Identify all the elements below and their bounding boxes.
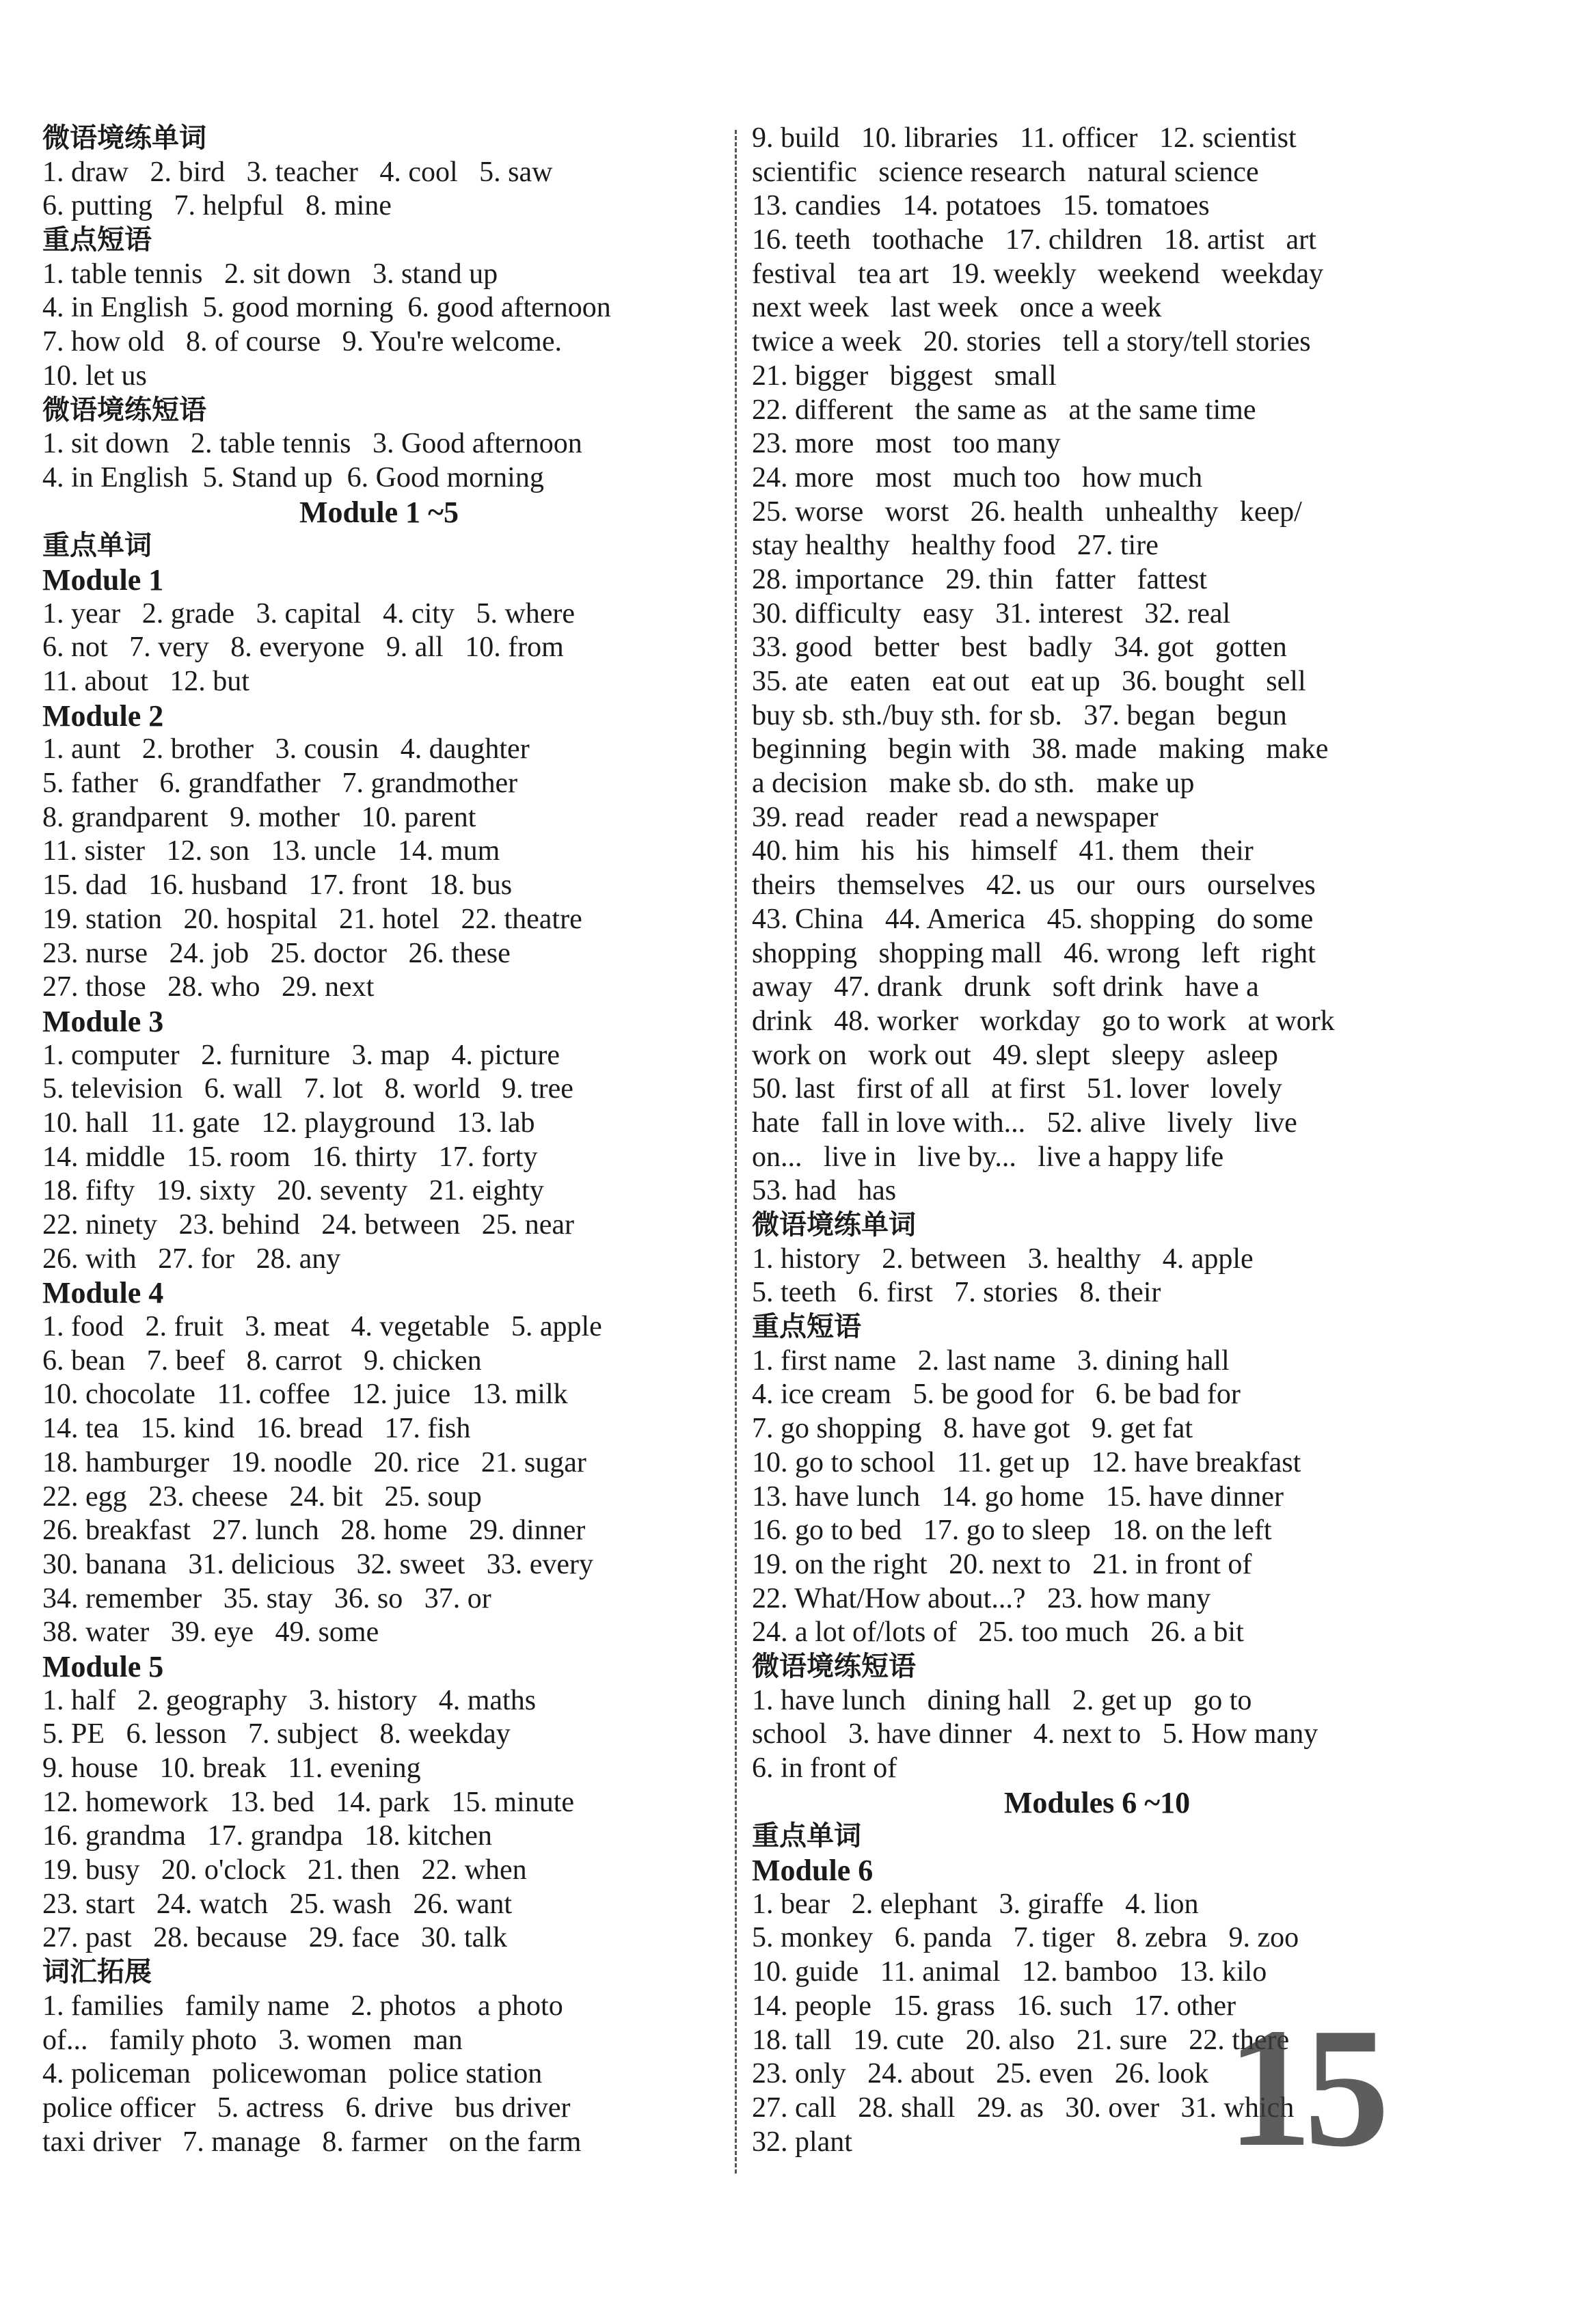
answer-line: 6. not 7. very 8. everyone 9. all 10. from xyxy=(42,632,564,664)
answer-line: 1. history 2. between 3. healthy 4. apple xyxy=(752,1243,1254,1275)
answer-line: 4. in English 5. Stand up 6. Good morning xyxy=(42,461,544,493)
module-heading: Module 2 xyxy=(42,699,164,733)
left-column xyxy=(42,122,716,2159)
module-heading: Module 4 xyxy=(42,1276,164,1310)
answer-line: 1. sit down 2. table tennis 3. Good afternoon xyxy=(42,428,582,460)
answer-line: 23. more most too many xyxy=(752,428,1061,460)
answer-line: festival tea art 19. weekly weekend weekday xyxy=(752,258,1324,290)
answer-line: 22. different the same as at the same time xyxy=(752,394,1256,426)
answer-line: 16. go to bed 17. go to sleep 18. on the left xyxy=(752,1515,1272,1547)
answer-line: 1. table tennis 2. sit down 3. stand up xyxy=(42,258,498,290)
answer-line: 23. start 24. watch 25. wash 26. want xyxy=(42,1888,513,1920)
answer-line: police officer 5. actress 6. drive bus driver xyxy=(42,2091,571,2124)
answer-line: 1. food 2. fruit 3. meat 4. vegetable 5. apple xyxy=(42,1311,602,1343)
answer-line: 5. television 6. wall 7. lot 8. world 9. tree xyxy=(42,1073,573,1105)
module-heading: Module 5 xyxy=(42,1649,164,1683)
answer-line: 1. bear 2. elephant 3. giraffe 4. lion xyxy=(752,1888,1199,1920)
answer-line: 38. water 39. eye 49. some xyxy=(42,1616,379,1649)
answer-line: a decision make sb. do sth. make up xyxy=(752,768,1195,800)
answer-line: 50. last first of all at first 51. lover lovely xyxy=(752,1073,1282,1105)
answer-line: 9. build 10. libraries 11. officer 12. scientist xyxy=(752,122,1297,154)
answer-line: 24. a lot of/lots of 25. too much 26. a bit xyxy=(752,1616,1244,1649)
answer-line: stay healthy healthy food 27. tire xyxy=(752,530,1159,562)
answer-line: 18. tall 19. cute 20. also 21. sure 22. there xyxy=(752,2024,1290,2056)
answer-line: next week last week once a week xyxy=(752,292,1162,324)
answer-line: 34. remember 35. stay 36. so 37. or xyxy=(42,1582,491,1614)
answer-line: 5. PE 6. lesson 7. subject 8. weekday xyxy=(42,1718,511,1750)
column-divider xyxy=(735,130,737,2174)
section-heading: 微语境练单词 xyxy=(752,1209,916,1241)
answer-line: 32. plant xyxy=(752,2126,852,2158)
section-heading: 微语境练短语 xyxy=(42,394,206,426)
module-heading: Module 3 xyxy=(42,1004,164,1038)
answer-line: 10. hall 11. gate 12. playground 13. lab xyxy=(42,1107,535,1139)
answer-line: 22. egg 23. cheese 24. bit 25. soup xyxy=(42,1480,482,1513)
answer-line: 16. grandma 17. grandpa 18. kitchen xyxy=(42,1820,492,1852)
answer-line: 39. read reader read a newspaper xyxy=(752,801,1159,833)
answer-line: 14. middle 15. room 16. thirty 17. forty xyxy=(42,1141,538,1173)
answer-line: 26. with 27. for 28. any xyxy=(42,1243,341,1275)
answer-line: on... live in live by... live a happy life xyxy=(752,1141,1224,1173)
answer-line: 5. father 6. grandfather 7. grandmother xyxy=(42,768,518,800)
answer-line: twice a week 20. stories tell a story/tell stories xyxy=(752,326,1311,358)
section-heading: 词汇拓展 xyxy=(42,1956,152,1988)
answer-line: 22. What/How about...? 23. how many xyxy=(752,1582,1211,1614)
answer-line: 19. on the right 20. next to 21. in front of xyxy=(752,1548,1252,1580)
answer-line: 27. call 28. shall 29. as 30. over 31. which xyxy=(752,2091,1295,2124)
answer-line: 16. teeth toothache 17. children 18. artist art xyxy=(752,224,1316,256)
answer-line: 6. putting 7. helpful 8. mine xyxy=(42,190,392,222)
module-heading: Module 6 xyxy=(752,1854,874,1888)
answer-line: 30. difficulty easy 31. interest 32. real xyxy=(752,597,1231,629)
answer-line: 4. ice cream 5. be good for 6. be bad for xyxy=(752,1379,1241,1411)
answer-line: 4. policeman policewoman police station xyxy=(42,2058,543,2090)
answer-line: 1. draw 2. bird 3. teacher 4. cool 5. saw xyxy=(42,156,553,188)
answer-line: 7. how old 8. of course 9. You're welcome. xyxy=(42,326,562,358)
answer-line: 4. in English 5. good morning 6. good afternoon xyxy=(42,292,611,324)
answer-line: 15. dad 16. husband 17. front 18. bus xyxy=(42,869,513,902)
answer-line: 28. importance 29. thin fatter fattest xyxy=(752,563,1207,595)
page-number: 15 xyxy=(1227,1993,1381,2182)
section-heading: 重点短语 xyxy=(752,1311,861,1343)
section-heading: 重点单词 xyxy=(42,530,152,562)
answer-line: scientific science research natural science xyxy=(752,156,1259,188)
answer-line: 5. monkey 6. panda 7. tiger 8. zebra 9. zoo xyxy=(752,1922,1299,1954)
answer-line: 23. nurse 24. job 25. doctor 26. these xyxy=(42,937,511,969)
answer-line: 6. in front of xyxy=(752,1752,897,1784)
module-range-heading: Module 1 ~5 xyxy=(299,495,459,529)
answer-line: 19. busy 20. o'clock 21. then 22. when xyxy=(42,1854,527,1886)
answer-line: 1. aunt 2. brother 3. cousin 4. daughter xyxy=(42,733,530,766)
answer-line: away 47. drank drunk soft drink have a xyxy=(752,971,1259,1003)
answer-line: beginning begin with 38. made making make xyxy=(752,733,1329,766)
answer-line: 10. go to school 11. get up 12. have breakfast xyxy=(752,1446,1301,1478)
answer-line: taxi driver 7. manage 8. farmer on the farm xyxy=(42,2126,582,2158)
answer-line: 27. past 28. because 29. face 30. talk xyxy=(42,1922,507,1954)
answer-line: 1. year 2. grade 3. capital 4. city 5. where xyxy=(42,597,576,629)
answer-line: 21. bigger biggest small xyxy=(752,360,1057,392)
answer-line: 12. homework 13. bed 14. park 15. minute xyxy=(42,1786,575,1818)
answer-line: 8. grandparent 9. mother 10. parent xyxy=(42,801,476,833)
answer-line: theirs themselves 42. us our ours ourselves xyxy=(752,869,1316,902)
answer-line: 1. have lunch dining hall 2. get up go to xyxy=(752,1684,1252,1716)
answer-line: 1. first name 2. last name 3. dining hall xyxy=(752,1344,1230,1377)
answer-line: 13. candies 14. potatoes 15. tomatoes xyxy=(752,190,1210,222)
answer-line: 13. have lunch 14. go home 15. have dinner xyxy=(752,1480,1284,1513)
answer-line: 10. let us xyxy=(42,360,147,392)
section-heading: 微语境练短语 xyxy=(752,1650,916,1682)
section-heading: 微语境练单词 xyxy=(42,122,206,154)
module-heading: Module 1 xyxy=(42,563,164,597)
answer-line: 11. sister 12. son 13. uncle 14. mum xyxy=(42,835,500,867)
module-range-heading: Modules 6 ~10 xyxy=(1003,1785,1191,1819)
answer-line: 35. ate eaten eat out eat up 36. bought sell xyxy=(752,666,1306,697)
answer-line: 22. ninety 23. behind 24. between 25. near xyxy=(42,1209,574,1241)
answer-line: 40. him his his himself 41. them their xyxy=(752,835,1254,867)
answer-line: 19. station 20. hospital 21. hotel 22. theatre xyxy=(42,903,582,935)
right-column xyxy=(752,122,1442,2159)
answer-line: 18. fifty 19. sixty 20. seventy 21. eighty xyxy=(42,1175,544,1207)
answer-line: 23. only 24. about 25. even 26. look xyxy=(752,2058,1209,2090)
answer-line: 24. more most much too how much xyxy=(752,461,1203,493)
section-heading: 重点短语 xyxy=(42,224,152,256)
answer-line: shopping shopping mall 46. wrong left right xyxy=(752,937,1316,969)
answer-line: 9. house 10. break 11. evening xyxy=(42,1752,421,1784)
answer-line: work on work out 49. slept sleepy asleep xyxy=(752,1039,1278,1071)
answer-line: 30. banana 31. delicious 32. sweet 33. every xyxy=(42,1548,593,1580)
answer-line: hate fall in love with... 52. alive lively live xyxy=(752,1107,1297,1139)
answer-line: 25. worse worst 26. health unhealthy keep/ xyxy=(752,496,1302,528)
answer-line: 7. go shopping 8. have got 9. get fat xyxy=(752,1413,1193,1445)
answer-line: 53. had has xyxy=(752,1175,897,1207)
answer-line: 27. those 28. who 29. next xyxy=(42,971,375,1003)
answer-line: buy sb. sth./buy sth. for sb. 37. began begun xyxy=(752,699,1287,731)
answer-line: 1. families family name 2. photos a photo xyxy=(42,1990,563,2022)
answer-line: 18. hamburger 19. noodle 20. rice 21. sugar xyxy=(42,1446,586,1478)
answer-line: school 3. have dinner 4. next to 5. How many xyxy=(752,1718,1318,1750)
answer-line: 33. good better best badly 34. got gotten xyxy=(752,632,1287,664)
answer-line: 14. tea 15. kind 16. bread 17. fish xyxy=(42,1413,471,1445)
answer-line: 6. bean 7. beef 8. carrot 9. chicken xyxy=(42,1344,482,1377)
answer-line: 11. about 12. but xyxy=(42,666,249,697)
section-heading: 重点单词 xyxy=(752,1820,861,1852)
answer-line: drink 48. worker workday go to work at work xyxy=(752,1005,1335,1037)
answer-line: of... family photo 3. women man xyxy=(42,2024,463,2056)
answer-line: 10. guide 11. animal 12. bamboo 13. kilo xyxy=(752,1956,1267,1988)
answer-line: 1. computer 2. furniture 3. map 4. picture xyxy=(42,1039,560,1071)
answer-line: 26. breakfast 27. lunch 28. home 29. dinner xyxy=(42,1515,586,1547)
answer-line: 14. people 15. grass 16. such 17. other xyxy=(752,1990,1236,2022)
answer-line: 10. chocolate 11. coffee 12. juice 13. milk xyxy=(42,1379,568,1411)
answer-line: 43. China 44. America 45. shopping do some xyxy=(752,903,1314,935)
answer-line: 1. half 2. geography 3. history 4. maths xyxy=(42,1684,537,1716)
answer-line: 5. teeth 6. first 7. stories 8. their xyxy=(752,1277,1161,1309)
